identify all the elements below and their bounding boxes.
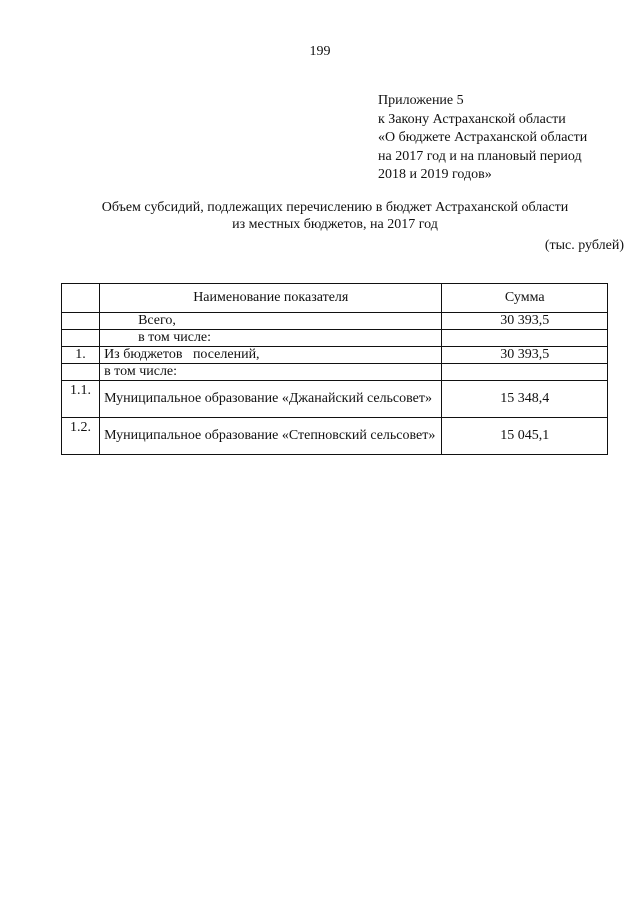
units-note: (тыс. рублей) <box>544 238 624 253</box>
row-num-cell <box>62 313 100 330</box>
row-name-cell: Всего, <box>100 313 442 330</box>
table-row <box>62 418 608 455</box>
appendix-line: 2018 и 2019 годов» <box>378 167 492 182</box>
row-num-cell: 1. <box>62 347 100 364</box>
row-sum-cell <box>442 364 608 381</box>
table-row <box>62 347 608 364</box>
row-name-cell: в том числе: <box>100 364 442 381</box>
row-num-cell <box>62 364 100 381</box>
row-sum-cell: 15 348,4 <box>442 381 608 418</box>
row-sum-cell: 15 045,1 <box>442 418 608 455</box>
table-row <box>62 330 608 347</box>
table-row <box>62 313 608 330</box>
row-name-cell: в том числе: <box>100 330 442 347</box>
row-name-cell: Муниципальное образование «Джанайский сельсовет» <box>100 381 442 418</box>
row-num-cell <box>62 330 100 347</box>
header-sum-cell: Сумма <box>442 284 608 313</box>
appendix-line: Приложение 5 <box>378 93 464 108</box>
document-title-line-2: из местных бюджетов, на 2017 год <box>232 217 438 232</box>
header-name-cell: Наименование показателя <box>100 284 442 313</box>
row-name-cell: Из бюджетов поселений, <box>100 347 442 364</box>
row-num-cell: 1.2. <box>62 418 100 455</box>
subsidies-table <box>61 283 608 455</box>
row-name-cell: Муниципальное образование «Степновский сельсовет» <box>100 418 442 455</box>
document-title <box>0 199 640 233</box>
appendix-line: на 2017 год и на плановый период <box>378 148 582 164</box>
header-num-cell <box>62 284 100 313</box>
page-number: 199 <box>309 44 331 59</box>
table-header-row <box>62 284 608 313</box>
table-row <box>62 381 608 418</box>
table-row <box>62 364 608 381</box>
appendix-block <box>378 92 587 185</box>
row-sum-cell <box>442 330 608 347</box>
document-title-line-1: Объем субсидий, подлежащих перечислению в бюджет Астраханской области <box>101 200 569 215</box>
row-num-cell: 1.1. <box>62 381 100 418</box>
appendix-line: к Закону Астраханской области <box>378 111 566 127</box>
row-sum-cell: 30 393,5 <box>442 347 608 364</box>
row-sum-cell: 30 393,5 <box>442 313 608 330</box>
appendix-line: «О бюджете Астраханской области <box>378 130 588 145</box>
